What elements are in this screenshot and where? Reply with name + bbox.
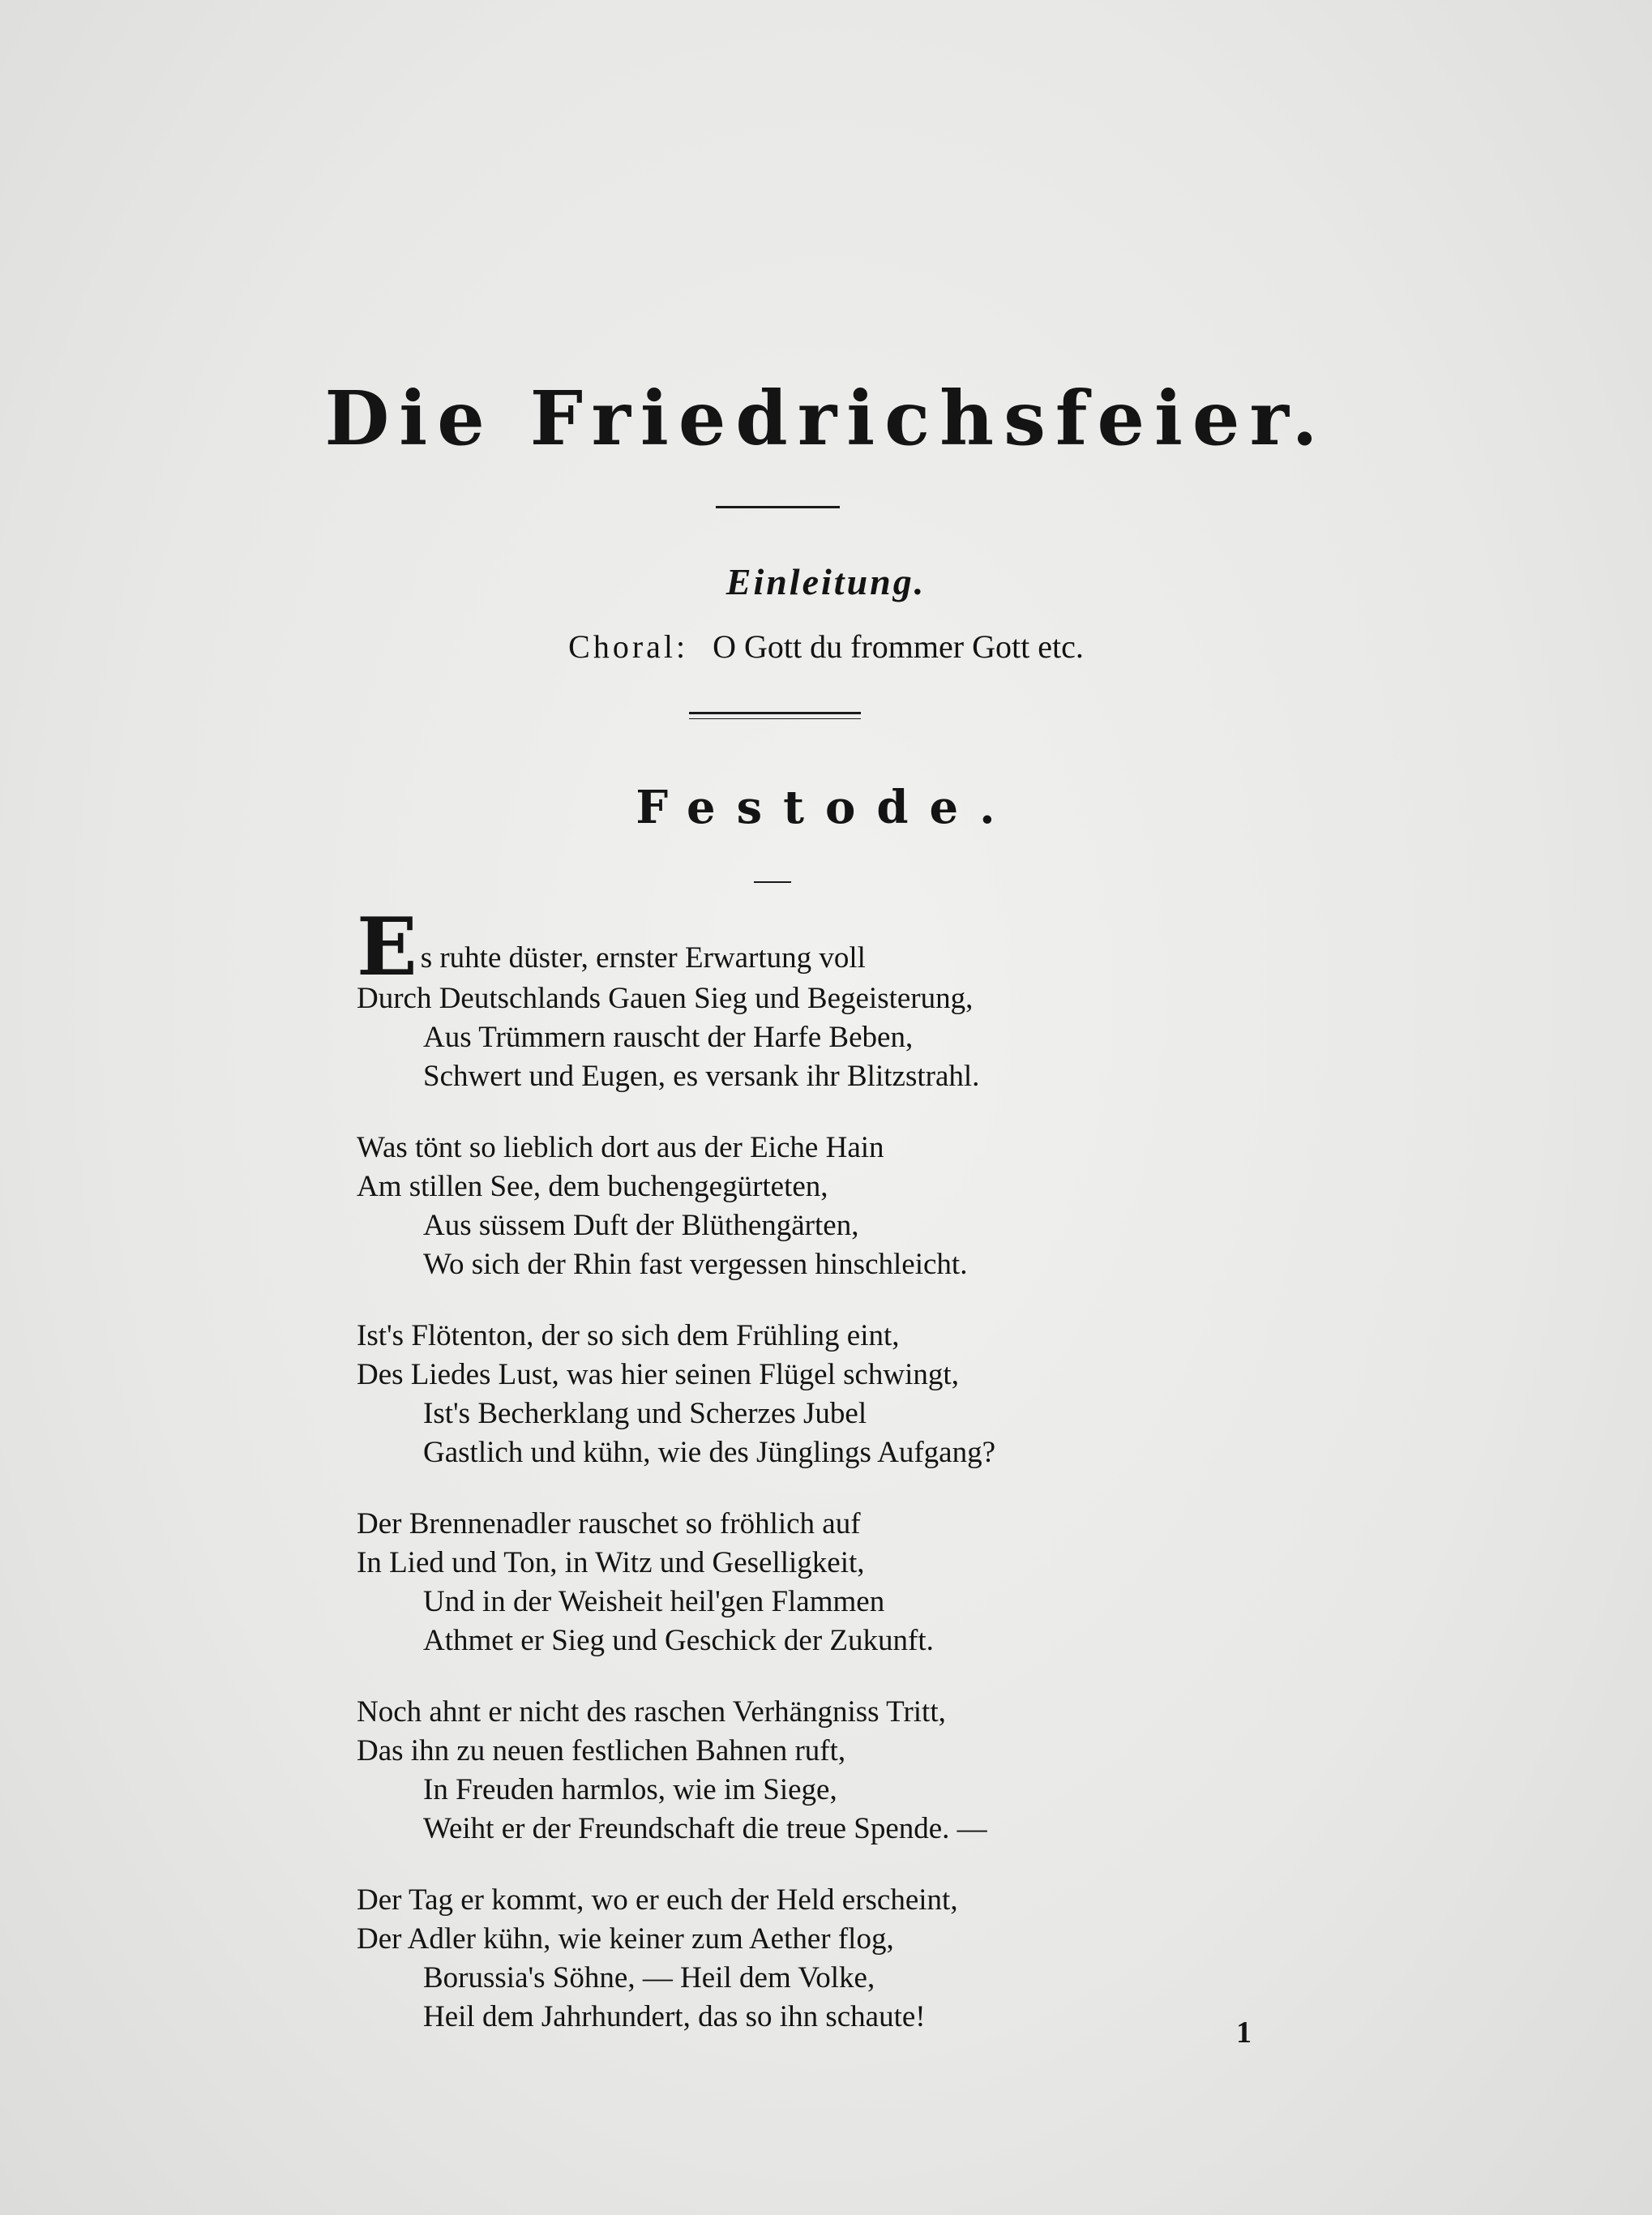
poem-line: Ist's Flötenton, der so sich dem Frühling eint,: [357, 1319, 900, 1352]
stanza: [357, 1881, 1370, 2037]
poem-line: Am stillen See, dem buchengegürteten,: [357, 1170, 828, 1203]
poem-line: Des Liedes Lust, was hier seinen Flügel schwingt,: [357, 1358, 959, 1391]
intro-rule: [689, 712, 861, 714]
poem-line: Schwert und Eugen, es versank ihr Blitzstrahl.: [423, 1060, 980, 1093]
poem-line: Was tönt so lieblich dort aus der Eiche Hain: [357, 1131, 884, 1164]
poem-line: Weiht er der Freundschaft die treue Spende. —: [423, 1812, 987, 1845]
intro-heading: Einleitung.: [725, 561, 927, 602]
stanza: [357, 1129, 1370, 1284]
poem: [357, 901, 1370, 2069]
poem-line: Gastlich und kühn, wie des Jünglings Aufgang?: [423, 1436, 995, 1469]
poem-line: Der Brennenadler rauschet so fröhlich auf: [357, 1507, 861, 1540]
poem-line: Athmet er Sieg und Geschick der Zukunft.: [423, 1624, 934, 1657]
poem-line: Aus süssem Duft der Blüthengärten,: [423, 1209, 859, 1242]
poem-line: In Freuden harmlos, wie im Siege,: [423, 1773, 837, 1806]
poem-line: Aus Trümmern rauscht der Harfe Beben,: [423, 1021, 914, 1054]
section-rule: [754, 881, 791, 883]
poem-line: Heil dem Jahrhundert, das so ihn schaute!: [423, 2000, 926, 2033]
poem-line: s ruhte düster, ernster Erwartung voll: [420, 941, 866, 975]
stanza: [357, 1693, 1370, 1849]
poem-line: In Lied und Ton, in Witz und Geselligkeit,: [357, 1546, 865, 1579]
choral-text: O Gott du frommer Gott etc.: [713, 628, 1084, 665]
section-heading: Festode.: [636, 781, 1016, 834]
page-title: Die Friedrichsfeier.: [324, 375, 1328, 462]
poem-line: Das ihn zu neuen festlichen Bahnen ruft,: [357, 1734, 846, 1767]
stanza: [357, 1317, 1370, 1472]
poem-line: Und in der Weisheit heil'gen Flammen: [423, 1585, 885, 1618]
poem-line: Wo sich der Rhin fast vergessen hinschleicht.: [423, 1248, 968, 1281]
title-rule: [716, 506, 840, 508]
stanza: [357, 901, 1370, 1096]
poem-line: Der Tag er kommt, wo er euch der Held erscheint,: [357, 1883, 958, 1917]
stanza: [357, 1505, 1370, 1660]
choral-label: Choral:: [568, 628, 689, 665]
page-number: 1: [1236, 2016, 1252, 2050]
poem-line: Der Adler kühn, wie keiner zum Aether flog,: [357, 1922, 894, 1956]
drop-cap: E: [357, 901, 417, 994]
poem-line: Durch Deutschlands Gauen Sieg und Begeisterung,: [357, 982, 974, 1015]
choral-line: [0, 628, 1652, 665]
poem-line: Borussia's Söhne, — Heil dem Volke,: [423, 1961, 875, 1994]
poem-line: Noch ahnt er nicht des raschen Verhängniss Tritt,: [357, 1695, 946, 1729]
poem-line: Ist's Becherklang und Scherzes Jubel: [423, 1397, 867, 1430]
